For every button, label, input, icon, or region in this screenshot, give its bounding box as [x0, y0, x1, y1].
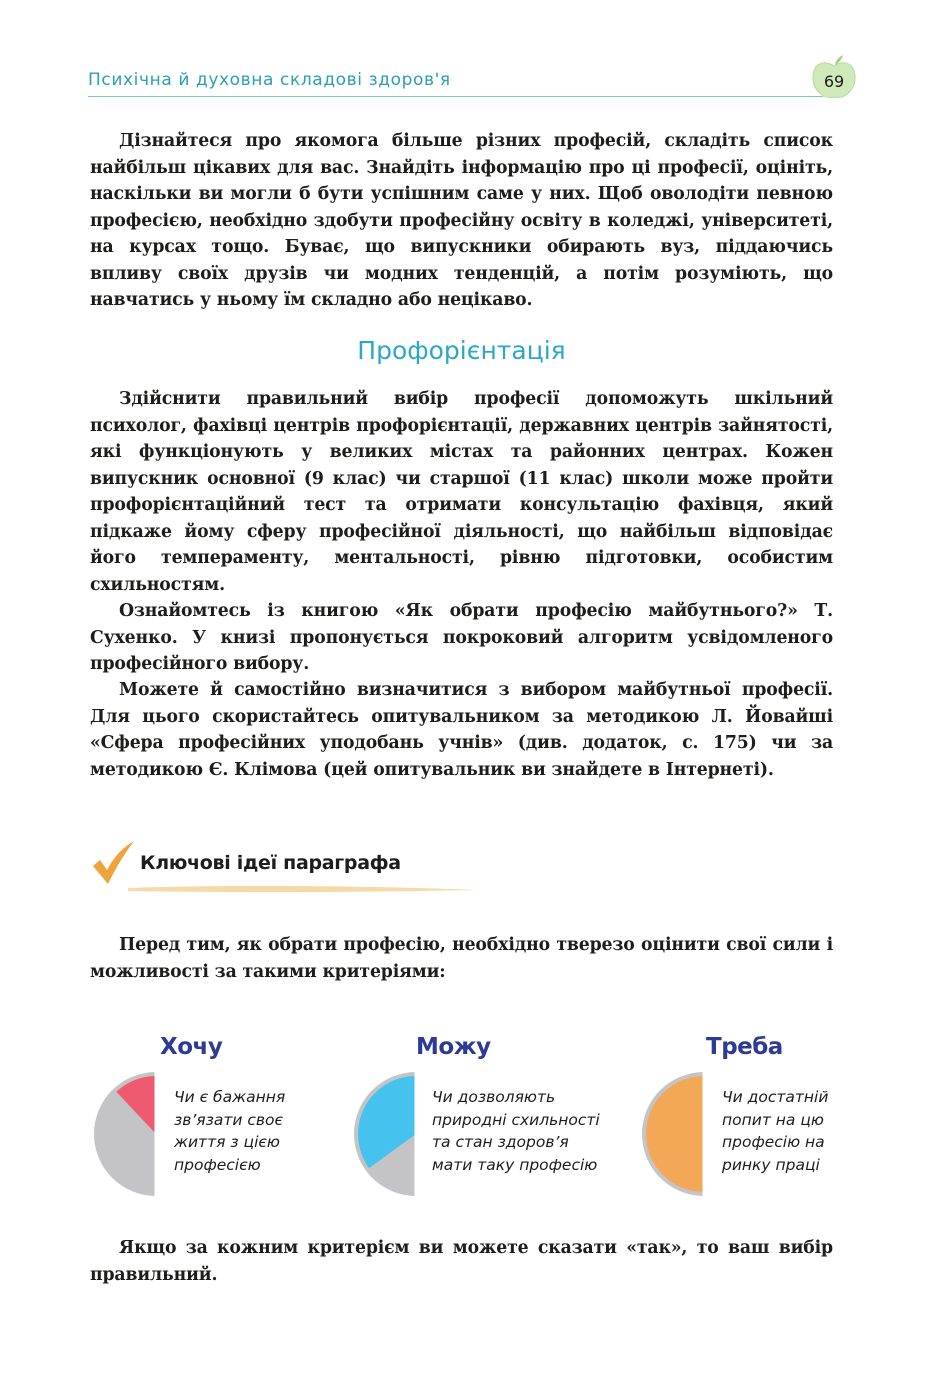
criterion-pie [88, 1068, 158, 1198]
criterion-pie-fill [646, 1076, 704, 1192]
section-paragraph: Ознайомтесь із книгою «Як обрати професію майбутнього?» Т. Сухенко. У книзі пропонується покроковий алгоритм усвідомленого професійного вибору. [90, 601, 833, 674]
criterion-can [348, 1032, 628, 1202]
conclusion-paragraph: Якщо за кожним критерієм ви можете сказати «так», то ваш вибір правильний. [90, 1238, 833, 1285]
criterion-want [88, 1032, 368, 1202]
criterion-title: Можу [416, 1034, 491, 1060]
key-ideas-intro: Перед тим, як обрати професію, необхідно тверезо оцінити свої сили і можливості за такими критеріями: [90, 935, 833, 982]
criterion-title: Треба [706, 1034, 783, 1060]
intro-paragraph: Дізнайтеся про якомога більше різних професій, складіть список найбільш цікавих для вас. Знайдіть інформацію про ці професії, оцініть, наскільки ви могли б бути успішним саме у них. Щоб оволодіти певною професією, необхідно здобути професійну освіту в коледжі, університеті, на курсах тощо. Буває, що випускники обирають вуз, піддаючись впливу своїх друзів чи модних тенденцій, а потім розуміють, що навчатись у ньому їм складно або нецікаво. [90, 131, 833, 310]
header-rule [88, 96, 823, 97]
running-title: Психічна й духовна складові здоров'я [88, 70, 451, 90]
criterion-need [636, 1032, 916, 1202]
page-number: 69 [823, 72, 845, 91]
criterion-text: Чи дозволяють природні схильності та стан здоров’я мати таку професію [432, 1088, 600, 1174]
criterion-pie [348, 1068, 418, 1198]
page-header [88, 62, 856, 102]
key-ideas-title: Ключові ідеї параграфа [140, 852, 401, 874]
section-paragraph: Здійснити правильний вибір професії допоможуть шкільний психолог, фахівці центрів профорієнтації, державних центрів зайнятості, які функціонують у великих містах та районних центрах. Кожен випускник основної (9 клас) чи старшої (11 клас) школи може пройти профорієнтаційний тест та отримати консультацію фахівця, який підкаже йому сферу професійної діяльності, що найбільш відповідає його темпераменту, ментальності, рівню підготовки, особистим схильностям. [90, 389, 833, 595]
criterion-pie [636, 1068, 706, 1198]
section-title: Профорієнтація [357, 336, 566, 365]
checkmark-icon [90, 840, 138, 888]
criterion-title: Хочу [160, 1034, 223, 1060]
section-paragraph: Можете й самостійно визначитися з вибором майбутньої професії. Для цього скористайтесь опитувальником за методикою Л. Йовайші «Сфера професійних уподобань учнів» (див. додаток, с. 175) чи за методикою Є. Клімова (цей опитувальник ви знайдете в Інтернеті). [90, 680, 833, 780]
criterion-text: Чи достатній попит на цю професію на ринку праці [722, 1088, 829, 1174]
criterion-text: Чи є бажання зв’язати своє життя з цією професією [174, 1088, 286, 1174]
key-ideas-heading [88, 838, 488, 898]
